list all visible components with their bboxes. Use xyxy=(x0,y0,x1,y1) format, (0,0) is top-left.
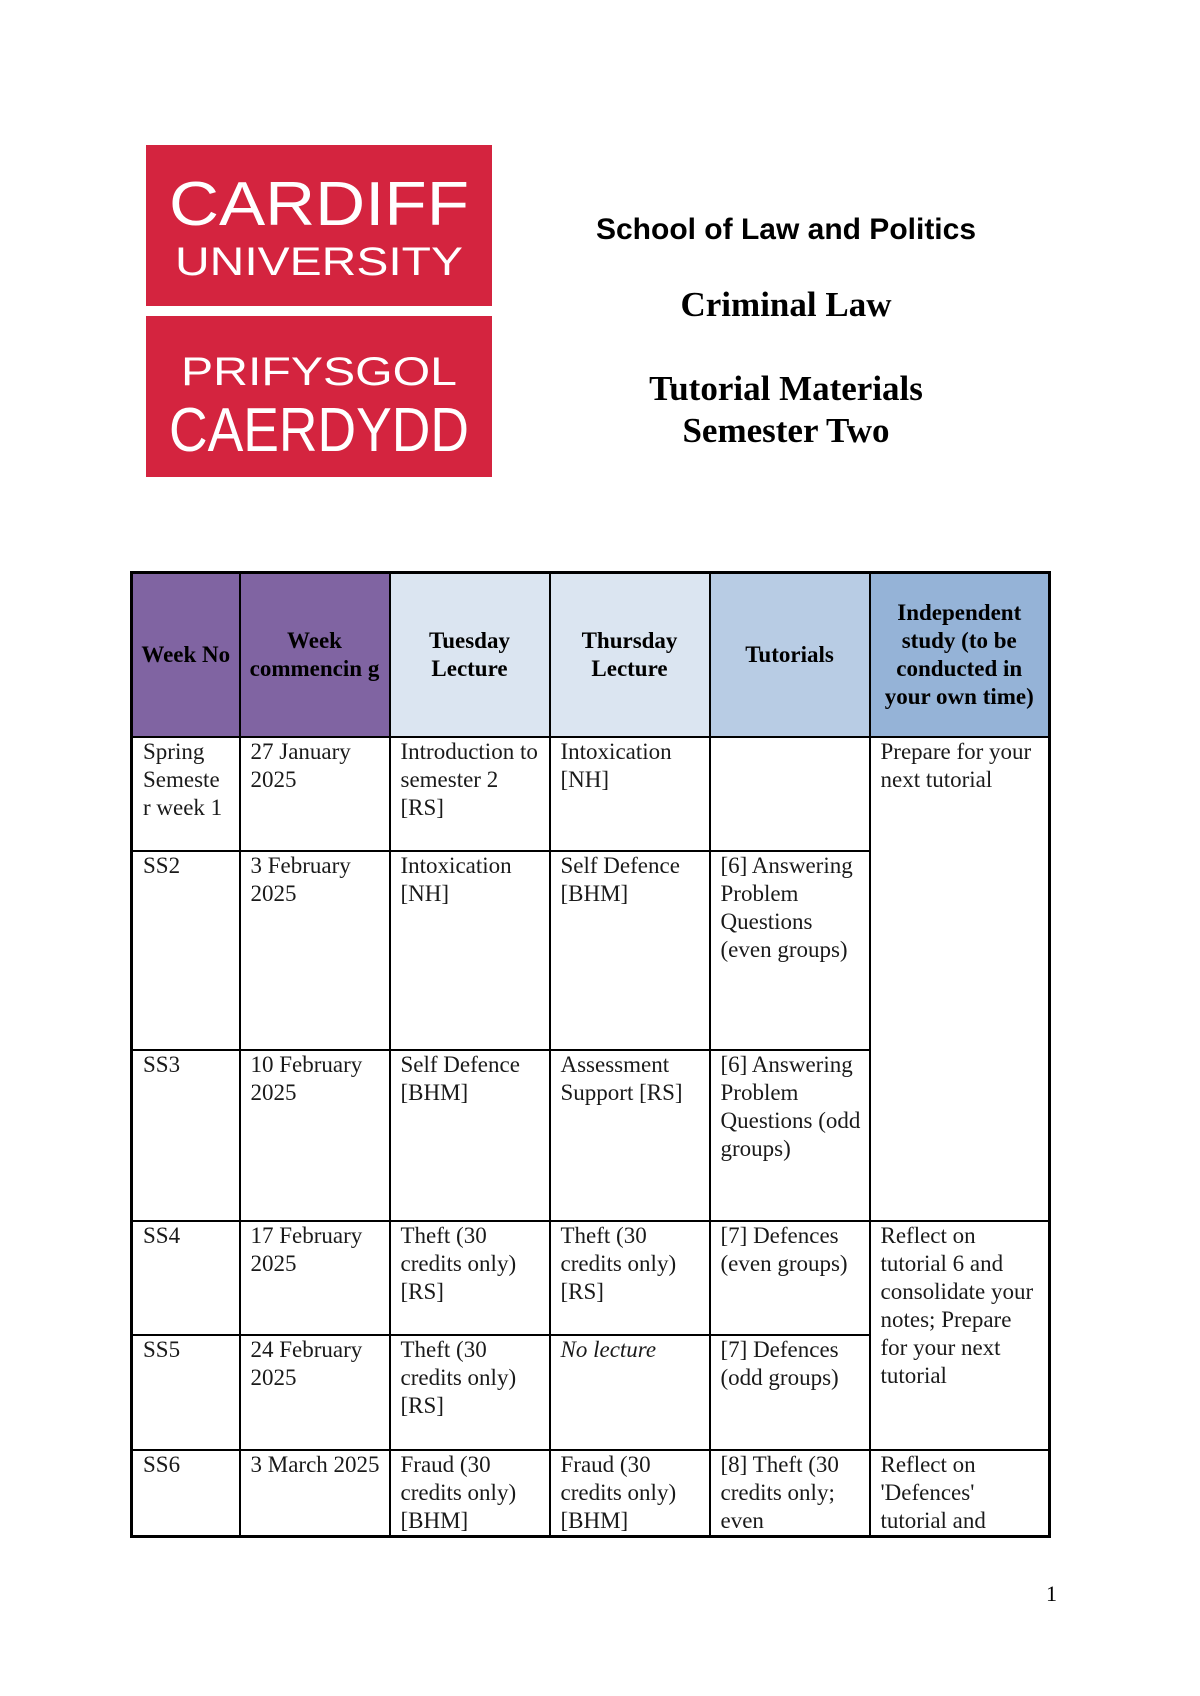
document-subtitle-line2: Semester Two xyxy=(682,411,890,450)
independent-study-cell: Prepare for your next tutorial xyxy=(870,737,1050,1221)
column-header-independent-study: Independent study (to be conducted in your own time) xyxy=(870,573,1050,737)
thursday-lecture-cell: Assessment Support [RS] xyxy=(550,1050,710,1221)
course-title: Criminal Law xyxy=(680,285,892,324)
column-header-week-commencing: Week commencin g xyxy=(240,573,390,737)
tuesday-lecture-cell: Introduction to semester 2 [RS] xyxy=(390,737,550,851)
logo-line-caerdydd: CAERDYDD xyxy=(169,396,469,465)
tutorials-cell: [7] Defences (even groups) xyxy=(710,1221,870,1335)
week-no-cell: SS2 xyxy=(132,851,240,1050)
thursday-lecture-cell: Theft (30 credits only) [RS] xyxy=(550,1221,710,1335)
thursday-lecture-cell: Fraud (30 credits only) [BHM] xyxy=(550,1450,710,1537)
week-date-cell: 24 February 2025 xyxy=(240,1335,390,1450)
tutorials-cell: [6] Answering Problem Questions (odd groups) xyxy=(710,1050,870,1221)
column-header-tuesday-lecture: Tuesday Lecture xyxy=(390,573,550,737)
independent-study-cell: Reflect on tutorial 6 and consolidate your notes; Prepare for your next tutorial xyxy=(870,1221,1050,1450)
week-no-cell: SS3 xyxy=(132,1050,240,1221)
week-date-cell: 3 February 2025 xyxy=(240,851,390,1050)
column-header-tutorials: Tutorials xyxy=(710,573,870,737)
tuesday-lecture-cell: Self Defence [BHM] xyxy=(390,1050,550,1221)
document-header xyxy=(556,210,1016,452)
tutorials-cell: [6] Answering Problem Questions (even groups) xyxy=(710,851,870,1050)
table-row xyxy=(132,1450,1050,1537)
tuesday-lecture-cell: Theft (30 credits only) [RS] xyxy=(390,1221,550,1335)
week-no-cell: Spring Semeste r week 1 xyxy=(132,737,240,851)
table-row xyxy=(132,737,1050,851)
independent-study-cell: Reflect on 'Defences' tutorial and xyxy=(870,1450,1050,1537)
university-logo xyxy=(146,145,492,477)
logo-line-cardiff: CARDIFF xyxy=(169,170,469,239)
tutorial-timetable xyxy=(130,571,1051,1538)
page-number: 1 xyxy=(1046,1581,1057,1606)
tuesday-lecture-cell: Theft (30 credits only) [RS] xyxy=(390,1335,550,1450)
column-header-thursday-lecture: Thursday Lecture xyxy=(550,573,710,737)
week-no-cell: SS5 xyxy=(132,1335,240,1450)
logo-line-university: UNIVERSITY xyxy=(175,240,463,284)
tutorials-cell xyxy=(710,737,870,851)
thursday-lecture-cell: No lecture xyxy=(550,1335,710,1450)
thursday-lecture-cell: Self Defence [BHM] xyxy=(550,851,710,1050)
week-no-cell: SS4 xyxy=(132,1221,240,1335)
tutorials-cell: [7] Defences (odd groups) xyxy=(710,1335,870,1450)
column-header-week-no: Week No xyxy=(132,573,240,737)
week-date-cell: 17 February 2025 xyxy=(240,1221,390,1335)
table-header-row xyxy=(132,573,1050,737)
week-date-cell: 27 January 2025 xyxy=(240,737,390,851)
tutorials-cell: [8] Theft (30 credits only; even xyxy=(710,1450,870,1537)
logo-line-prifysgol: PRIFYSGOL xyxy=(181,350,457,394)
week-date-cell: 3 March 2025 xyxy=(240,1450,390,1537)
table-row xyxy=(132,1221,1050,1335)
week-date-cell: 10 February 2025 xyxy=(240,1050,390,1221)
document-subtitle-line1: Tutorial Materials xyxy=(649,369,923,408)
school-name: School of Law and Politics xyxy=(595,213,977,246)
week-no-cell: SS6 xyxy=(132,1450,240,1537)
tuesday-lecture-cell: Intoxication [NH] xyxy=(390,851,550,1050)
thursday-lecture-cell: Intoxication [NH] xyxy=(550,737,710,851)
tuesday-lecture-cell: Fraud (30 credits only) [BHM] xyxy=(390,1450,550,1537)
